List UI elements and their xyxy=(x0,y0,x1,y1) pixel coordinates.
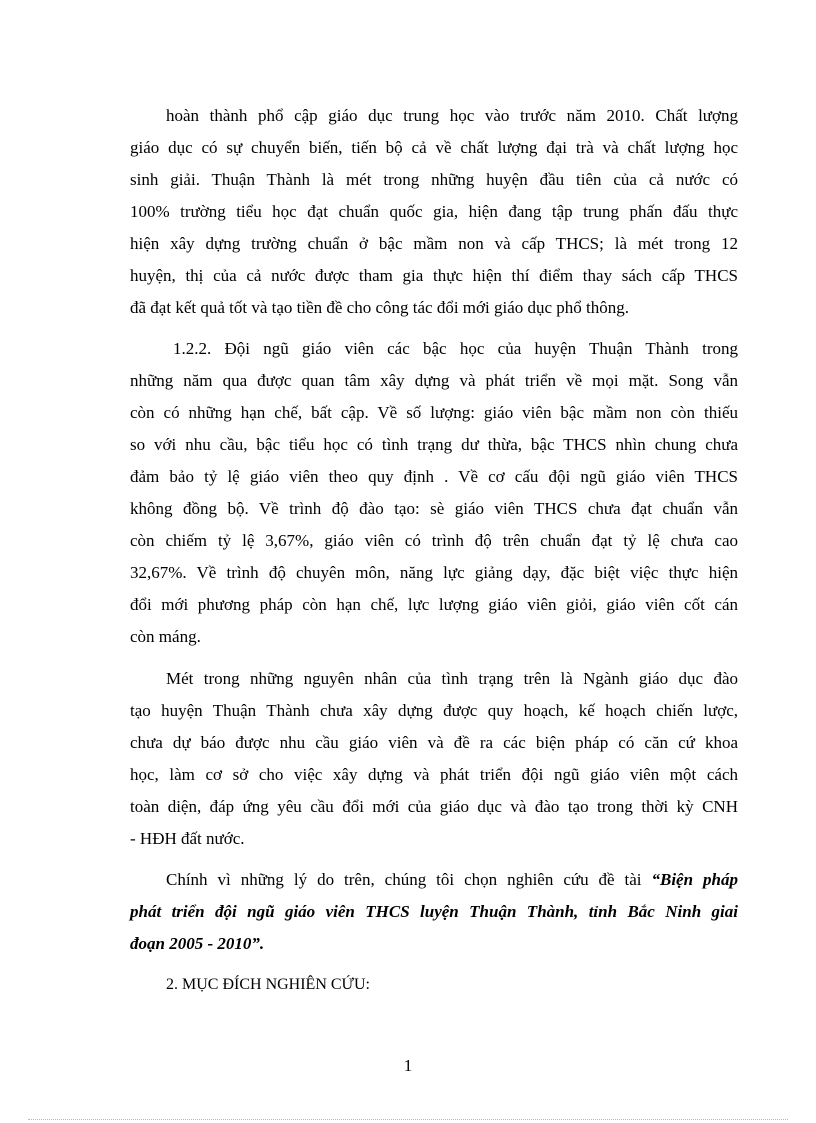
page-number: 1 xyxy=(403,1056,413,1075)
text-line: toàn diện, đáp ứng yêu cầu đổi mới của giáo dục và đào tạo trong thời kỳ CNH xyxy=(130,797,738,816)
text-line: còn chiếm tỷ lệ 3,67%, giáo viên có trình độ trên chuẩn đạt tỷ lệ chưa cao xyxy=(130,531,738,550)
text-line: - HĐH đất nước. xyxy=(130,829,245,848)
thesis-title-emphasis: đoạn 2005 - 2010”. xyxy=(130,934,265,953)
text-line: học, làm cơ sở cho việc xây dựng và phát triển đội ngũ giáo viên một cách xyxy=(130,765,738,784)
text-line: hoàn thành phổ cập giáo dục trung học vào trước năm 2010. Chất lượng xyxy=(166,106,738,125)
section-heading: 2. MỤC ĐÍCH NGHIÊN CỨU: xyxy=(166,976,370,993)
text-line: 32,67%. Về trình độ chuyên môn, năng lực giảng dạy, đặc biệt việc thực hiện xyxy=(130,563,738,582)
text-line: 100% trường tiểu học đạt chuẩn quốc gia, hiện đang tập trung phấn đấu thực xyxy=(130,202,738,221)
text-line: còn có những hạn chế, bất cập. Về số lượng: giáo viên bậc mầm non còn thiếu xyxy=(130,403,738,422)
text-line xyxy=(166,869,738,891)
text-line: 1.2.2. Đội ngũ giáo viên các bậc học của huyện Thuận Thành trong xyxy=(173,339,738,358)
text-line: chưa dự báo được nhu cầu giáo viên và đề ra các biện pháp có căn cứ khoa xyxy=(130,733,738,752)
thesis-title-emphasis: phát triển đội ngũ giáo viên THCS luyện Thuận Thành, tỉnh Bắc Ninh giai xyxy=(130,902,738,921)
text-line: đã đạt kết quả tốt và tạo tiền đề cho công tác đổi mới giáo dục phổ thông. xyxy=(130,298,630,317)
text-line: sinh giải. Thuận Thành là mét trong những huyện đầu tiên của cả nước có xyxy=(130,170,738,189)
text-line: hiện xây dựng trường chuẩn ở bậc mầm non và cấp THCS; là mét trong 12 xyxy=(130,234,738,253)
text-line xyxy=(130,901,738,923)
text-run: Chính vì những lý do trên, chúng tôi chọn nghiên cứu đề tài xyxy=(166,870,652,889)
text-line: đổi mới phương pháp còn hạn chế, lực lượng giáo viên giỏi, giáo viên cốt cán xyxy=(130,595,738,614)
text-line: những năm qua được quan tâm xây dựng và phát triển về mọi mặt. Song vẫn xyxy=(130,371,738,390)
text-line: tạo huyện Thuận Thành chưa xây dựng được quy hoạch, kế hoạch chiến lược, xyxy=(130,701,738,720)
text-line: giáo dục có sự chuyển biến, tiến bộ cả về chất lượng đại trà và chất lượng học xyxy=(130,138,738,157)
text-line: đảm bảo tỷ lệ giáo viên theo quy định . Về cơ cấu đội ngũ giáo viên THCS xyxy=(130,467,738,486)
text-line: còn máng. xyxy=(130,627,201,646)
thesis-title-emphasis: “Biện pháp xyxy=(651,870,738,889)
text-line: Mét trong những nguyên nhân của tình trạng trên là Ngành giáo dục đào xyxy=(166,669,738,688)
text-line: huyện, thị của cả nước được tham gia thực hiện thí điểm thay sách cấp THCS xyxy=(130,266,738,285)
footer-divider xyxy=(28,1119,788,1120)
text-line: không đồng bộ. Về trình độ đào tạo: sè giáo viên THCS chưa đạt chuẩn vẫn xyxy=(130,499,738,518)
text-line xyxy=(130,933,738,955)
text-line: so với nhu cầu, bậc tiểu học có tình trạng dư thừa, bậc THCS nhìn chung chưa xyxy=(130,435,738,454)
